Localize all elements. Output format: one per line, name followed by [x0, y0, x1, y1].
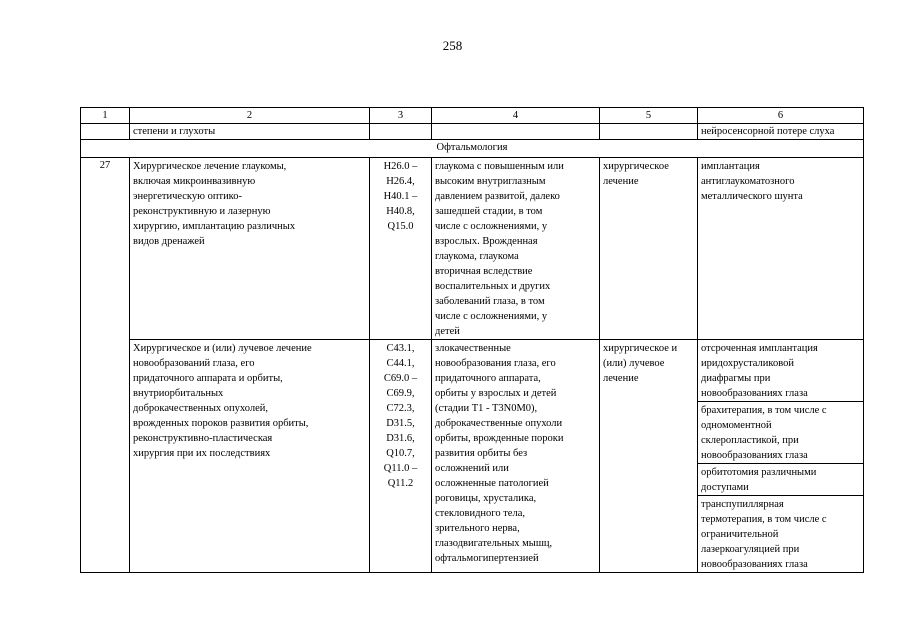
text-line: офтальмогипертензией — [435, 553, 539, 564]
text-line: детей — [435, 326, 460, 337]
text-line: новообразованиях глаза — [701, 388, 808, 399]
text-line: хирургию, имплантацию различных — [133, 221, 296, 232]
text-line: энергетическую оптико- — [133, 191, 242, 202]
continuation-treatment-text: нейросенсорной потере слуха — [698, 124, 864, 140]
text-line: числе с осложнениями, у — [435, 311, 548, 322]
text-line: C43.1, — [386, 343, 415, 354]
text-line: орбитотомия различными — [701, 467, 817, 478]
text-line: H26.0 – — [383, 161, 418, 172]
text-line: числе с осложнениями, у — [435, 221, 548, 232]
patient-model-cell — [432, 340, 600, 573]
text-line: металлического шунта — [701, 191, 803, 202]
text-line: хирургическое — [603, 161, 669, 172]
treatment-method-cell — [130, 340, 370, 573]
text-line: осложнений или — [435, 463, 509, 474]
patient-model-cell — [432, 158, 600, 340]
text-line: доброкачественных опухолей, — [133, 403, 269, 414]
text-line: новообразования глаза, его — [435, 358, 556, 369]
text-line: реконструктивную и лазерную — [133, 206, 271, 217]
text-line: лечение — [603, 176, 639, 187]
column-number-row — [81, 108, 864, 124]
text-line: C44.1, — [386, 358, 415, 369]
text-line: H40.1 – — [383, 191, 418, 202]
text-line: роговицы, хрусталика, — [435, 493, 537, 504]
treatment-procedure-cell — [698, 496, 864, 573]
column-number: 4 — [432, 108, 600, 124]
text-line: транспупиллярная — [701, 499, 784, 510]
text-line: придаточного аппарата и орбиты, — [133, 373, 283, 384]
text-line: новообразованиях глаза — [701, 559, 808, 570]
column-number: 6 — [698, 108, 864, 124]
table-row — [81, 158, 864, 340]
text-line: термотерапия, в том числе с — [701, 514, 827, 525]
text-line: орбиты у взрослых и детей — [435, 388, 557, 399]
text-line: вторичная вследствие — [435, 266, 533, 277]
page-number: 258 — [442, 38, 463, 53]
text-line: антиглаукоматозного — [701, 176, 795, 187]
text-line: давлением развитой, далеко — [435, 191, 560, 202]
icd-codes-cell — [370, 340, 432, 573]
text-line: склеропластикой, при — [701, 435, 799, 446]
section-title: Офтальмология — [81, 140, 864, 158]
text-line: Хирургическое лечение глаукомы, — [133, 161, 287, 172]
table-row — [81, 340, 864, 402]
text-line: высоким внутриглазным — [435, 176, 546, 187]
text-line: зрительного нерва, — [435, 523, 520, 534]
text-line: воспалительных и других — [435, 281, 551, 292]
text-line: включая микроинвазивную — [133, 176, 256, 187]
text-line: Q15.0 — [387, 221, 414, 232]
treatment-procedure-cell — [698, 402, 864, 464]
text-line: внутриорбитальных — [133, 388, 224, 399]
treatment-type-cell — [600, 340, 698, 573]
text-line: развития орбиты без — [435, 448, 528, 459]
text-line: заболеваний глаза, в том — [435, 296, 545, 307]
text-line: глаукома с повышенным или — [435, 161, 564, 172]
text-line: Q11.0 – — [383, 463, 418, 474]
treatment-procedure-cell — [698, 464, 864, 496]
text-line: H26.4, — [386, 176, 415, 187]
text-line: стекловидного тела, — [435, 508, 525, 519]
column-number: 1 — [81, 108, 130, 124]
text-line: хирургия при их последствиях — [133, 448, 271, 459]
medical-care-table — [80, 107, 864, 573]
column-number: 3 — [370, 108, 432, 124]
text-line: отсроченная имплантация — [701, 343, 818, 354]
text-line: реконструктивно-пластическая — [133, 433, 273, 444]
treatment-type-cell — [600, 158, 698, 340]
text-line: зашедшей стадии, в том — [435, 206, 543, 217]
text-line: C69.0 – — [383, 373, 418, 384]
text-line: H40.8, — [386, 206, 415, 217]
continuation-method-text: степени и глухоты — [130, 124, 370, 140]
section-row — [81, 140, 864, 158]
column-number: 2 — [130, 108, 370, 124]
text-line: придаточного аппарата, — [435, 373, 541, 384]
text-line: хирургическое и — [603, 343, 678, 354]
treatment-procedure-cell — [698, 340, 864, 402]
text-line: Q10.7, — [386, 448, 415, 459]
text-line: видов дренажей — [133, 236, 205, 247]
text-line: врожденных пороков развития орбиты, — [133, 418, 309, 429]
text-line: доступами — [701, 482, 749, 493]
text-line: C69.9, — [386, 388, 415, 399]
column-number: 5 — [600, 108, 698, 124]
text-line: (или) лучевое — [603, 358, 665, 369]
text-line: иридохрусталиковой — [701, 358, 794, 369]
text-line: лечение — [603, 373, 639, 384]
icd-codes-cell — [370, 158, 432, 340]
text-line: Q11.2 — [387, 478, 414, 489]
text-line: брахитерапия, в том числе с — [701, 405, 827, 416]
text-line: Хирургическое и (или) лучевое лечение — [133, 343, 312, 354]
text-line: глаукома, глаукома — [435, 251, 519, 262]
text-line: орбиты, врожденные пороки — [435, 433, 564, 444]
text-line: одномоментной — [701, 420, 772, 431]
treatment-method-cell — [130, 158, 370, 340]
text-line: C72.3, — [386, 403, 415, 414]
treatment-procedure-cell — [698, 158, 864, 340]
text-line: новообразований глаза, его — [133, 358, 255, 369]
text-line: злокачественные — [435, 343, 511, 354]
text-line: D31.6, — [386, 433, 415, 444]
text-line: ограничительной — [701, 529, 779, 540]
text-line: взрослых. Врожденная — [435, 236, 538, 247]
text-line: осложненные патологией — [435, 478, 549, 489]
text-line: D31.5, — [386, 418, 415, 429]
text-line: имплантация — [701, 161, 760, 172]
text-line: доброкачественные опухоли — [435, 418, 563, 429]
text-line: новообразованиях глаза — [701, 450, 808, 461]
text-line: (стадии T1 - T3N0M0), — [435, 403, 538, 414]
text-line: лазеркоагуляцией при — [701, 544, 800, 555]
row-number: 27 — [81, 158, 130, 573]
text-line: глазодвигательных мышц, — [435, 538, 553, 549]
text-line: диафрагмы при — [701, 373, 771, 384]
continuation-row — [81, 124, 864, 140]
